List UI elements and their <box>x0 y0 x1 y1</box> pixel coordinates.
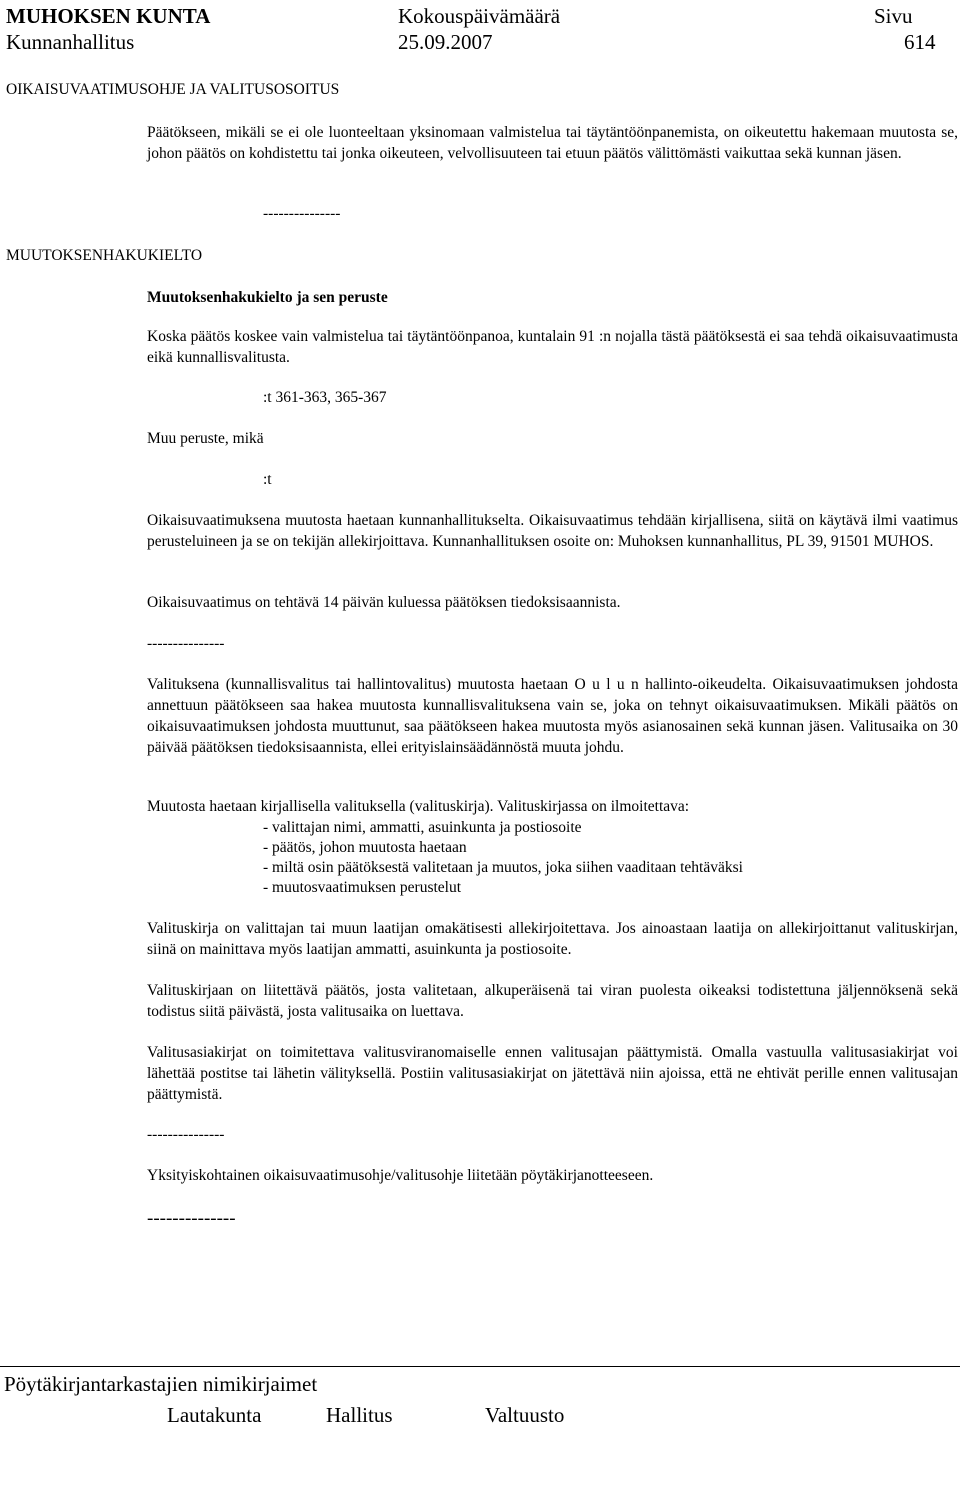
footer-col-hallitus: Hallitus <box>326 1403 393 1427</box>
letter-item: - päätös, johon muutosta haetaan <box>263 839 467 856</box>
other-basis-value: :t 361-363, 365-367 <box>263 389 387 406</box>
section-title: OIKAISUVAATIMUSOHJE JA VALITUSOSOITUS <box>6 81 340 98</box>
claim-deadline: Oikaisuvaatimus on tehtävä 14 päivän kuluessa päätöksen tiedoksisaannista. <box>147 594 621 611</box>
footer-rule <box>0 1366 960 1367</box>
municipality-name: MUHOKSEN KUNTA <box>6 4 211 28</box>
final-note: Yksityiskohtainen oikaisuvaatimusohje/valitusohje liitetään pöytäkirjanotteeseen. <box>147 1167 654 1184</box>
page-number: 614 <box>904 30 936 54</box>
separator-2: --------------- <box>147 635 225 652</box>
letter-item: - miltä osin päätöksestä valitetaan ja muutos, joka siihen vaaditaan tehtäväksi <box>263 859 743 876</box>
letter-intro: Muutosta haetaan kirjallisella valituksella (valituskirja). Valituskirjassa on ilmoitettava: <box>147 798 690 815</box>
separator-4: -------------- <box>147 1208 236 1229</box>
footer-col-valtuusto: Valtuusto <box>485 1403 565 1427</box>
footer-col-lautakunta: Lautakunta <box>167 1403 262 1427</box>
separator-3: --------------- <box>147 1126 225 1143</box>
other-basis-value-2: :t <box>263 471 272 488</box>
letter-item: - muutosvaatimuksen perustelut <box>263 879 462 896</box>
delivery-paragraph: Valitusasiakirjat on toimitettava valitusviranomaiselle ennen valitusajan päättymistä. Omalla vastuulla valitusasiakirjat voi lähettää postitse tai lähetin välityksellä. Postiin valitusasiakirjat on jätettävä niin ajoissa, että ne ehtivät perille ennen valitusajan päättymistä. <box>147 1044 958 1103</box>
ban-heading: Muutoksenhakukielto ja sen peruste <box>147 289 388 306</box>
letter-item: - valittajan nimi, ammatti, asuinkunta ja postiosoite <box>263 819 582 836</box>
separator-1: --------------- <box>263 205 341 222</box>
board-name: Kunnanhallitus <box>6 30 135 54</box>
signature-paragraph: Valituskirja on valittajan tai muun laatijan omakätisesti allekirjoitettava. Jos ainoastaan laatija on allekirjoittanut valituskirjan, siinä on mainittava myös laatijan ammatti, asuinkunta ja postiosoite. <box>147 920 958 958</box>
side-heading: MUUTOKSENHAKUKIELTO <box>6 247 203 264</box>
ban-paragraph: Koska päätös koskee vain valmistelua tai täytäntöönpanoa, kuntalain 91 :n nojalla tästä päätöksestä ei saa tehdä oikaisuvaatimusta eikä kunnallisvalitusta. <box>147 328 958 366</box>
other-basis-label: Muu peruste, mikä <box>147 430 264 447</box>
appeal-paragraph: Valituksena (kunnallisvalitus tai hallintovalitus) muutosta haetaan O u l u n hallinto-oikeudelta. Oikaisuvaatimuksen johdosta annettuun päätökseen saa hakea muutosta kunnallisvalituksena vain se, joka on tehnyt oikaisuvaatimuksen. Mikäli päätös on oikaisuvaatimuksen johdosta muuttunut, saa päätökseen hakea muutosta myös asianosainen sekä kunnan jäsen. Valitusaika on 30 päivää päätöksen tiedoksisaannista, ellei erityislainsäädännöstä muuta johdu. <box>147 676 958 756</box>
claim-paragraph: Oikaisuvaatimuksena muutosta haetaan kunnanhallitukselta. Oikaisuvaatimus tehdään kirjallisena, siitä on käytävä ilmi vaatimus perusteluineen ja se on tekijän allekirjoittava. Kunnanhallituksen osoite on: Muhoksen kunnanhallitus, PL 39, 91501 MUHOS. <box>147 512 958 550</box>
meeting-date: 25.09.2007 <box>398 30 493 54</box>
footer-title: Pöytäkirjantarkastajien nimikirjaimet <box>4 1372 318 1396</box>
attachment-paragraph: Valituskirjaan on liitettävä päätös, josta valitetaan, alkuperäisenä tai viran puolesta oikeaksi todistettuna jäljennöksenä sekä todistus siitä päivästä, josta valitusaika on luettava. <box>147 982 958 1020</box>
page-label: Sivu <box>874 4 913 28</box>
date-label: Kokouspäivämäärä <box>398 4 561 28</box>
intro-paragraph: Päätökseen, mikäli se ei ole luonteeltaan yksinomaan valmistelua tai täytäntöönpanemista, on oikeutettu hakemaan muutosta se, johon päätös on kohdistettu tai jonka oikeuteen, velvollisuuteen tai etuun päätös välittömästi vaikuttaa sekä kunnan jäsen. <box>147 124 958 162</box>
